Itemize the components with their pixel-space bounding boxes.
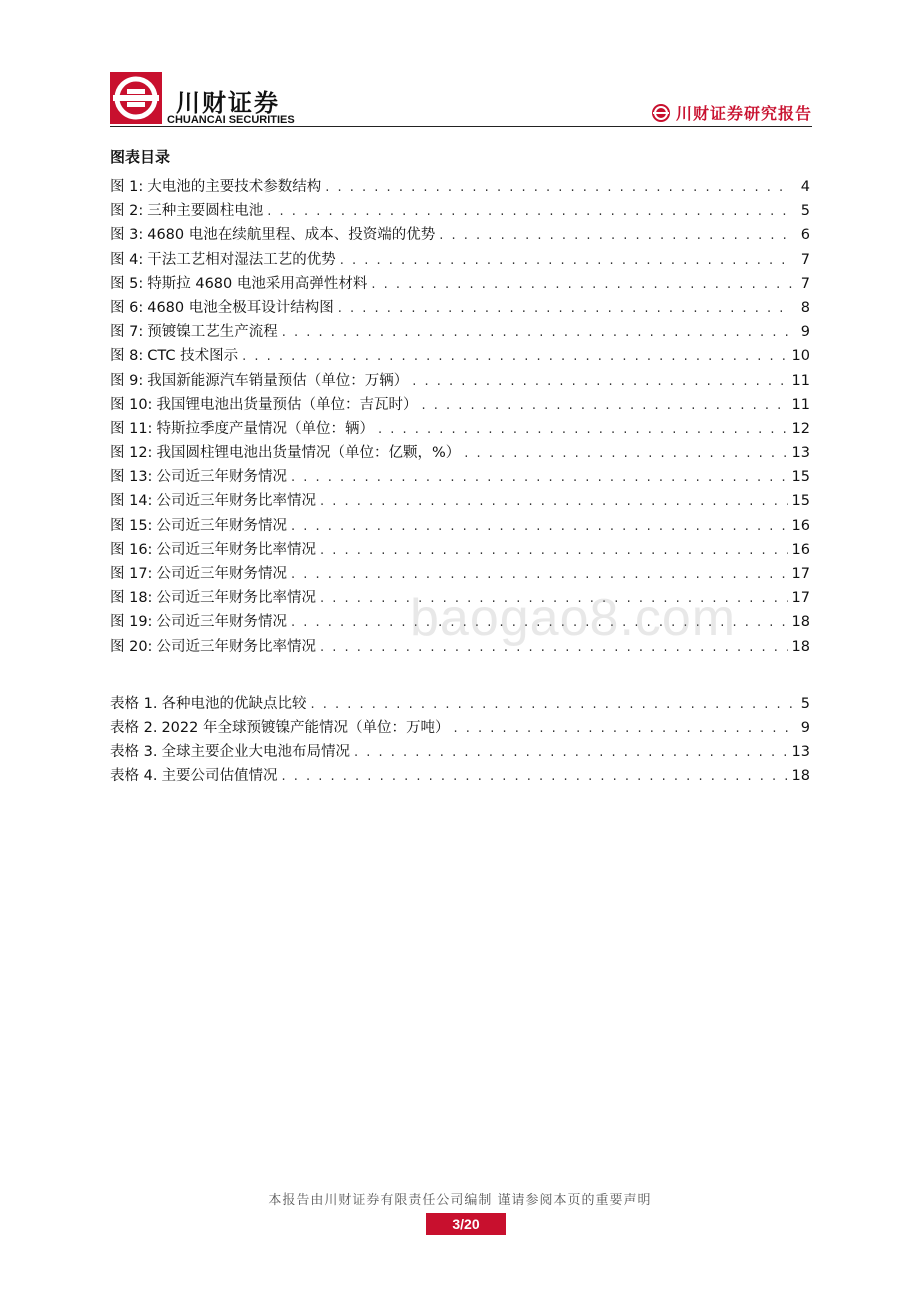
- dot-leader: [281, 769, 787, 784]
- entry-title: 干法工艺相对湿法工艺的优势: [147, 251, 336, 268]
- report-title-block: [651, 101, 812, 124]
- entry-title: 公司近三年财务情况: [156, 469, 287, 486]
- entry-label: 表格 4.: [110, 768, 158, 785]
- entry-page: 4: [800, 179, 810, 195]
- entry-title: 公司近三年财务比率情况: [156, 541, 316, 558]
- entry-label: 图 8:: [110, 348, 144, 365]
- entry-title: 特斯拉 4680 电池采用高弹性材料: [147, 275, 368, 292]
- entry-page: 12: [791, 420, 810, 437]
- entry-label: 图 7:: [110, 324, 144, 341]
- watermark: baogao8.com: [410, 589, 737, 647]
- footer-disclaimer: 本报告由川财证券有限责任公司编制 谨请参阅本页的重要声明: [268, 1193, 652, 1208]
- table-entry[interactable]: [110, 692, 810, 716]
- entry-label: 图 19:: [110, 614, 153, 631]
- entry-label: 图 5:: [110, 275, 144, 292]
- figure-entry[interactable]: [110, 489, 810, 513]
- entry-title: 4680 电池在续航里程、成本、投资端的优势: [147, 227, 436, 244]
- page-number: 3/20: [426, 1213, 506, 1235]
- entry-page: 16: [791, 517, 810, 534]
- dot-leader: [371, 277, 792, 292]
- dot-leader: [242, 349, 787, 364]
- entry-label: 图 1:: [110, 179, 144, 195]
- figure-entry[interactable]: [110, 272, 810, 296]
- entry-label: 图 6:: [110, 299, 144, 316]
- entry-page: 15: [791, 469, 810, 486]
- figure-list: [110, 175, 810, 659]
- entry-title: 公司近三年财务情况: [156, 614, 287, 631]
- brand-name-cn: 川财证券: [176, 89, 280, 117]
- dot-leader: [320, 543, 788, 558]
- dot-leader: [412, 374, 787, 389]
- brand-name-en: CHUANCAI SECURITIES: [167, 114, 295, 126]
- entry-title: 各种电池的优缺点比较: [161, 695, 307, 712]
- entry-label: 表格 3.: [110, 744, 158, 761]
- dot-leader: [325, 180, 792, 195]
- entry-title: 我国圆柱锂电池出货量情况（单位：亿颗，%）: [156, 445, 461, 462]
- entry-page: 18: [791, 638, 810, 655]
- entry-title: 预镀镍工艺生产流程: [147, 324, 278, 341]
- entry-title: 我国锂电池出货量预估（单位：吉瓦时）: [156, 396, 418, 413]
- entry-label: 图 20:: [110, 638, 153, 655]
- entry-page: 11: [791, 396, 810, 413]
- entry-page: 17: [791, 590, 810, 607]
- entry-label: 图 9:: [110, 372, 144, 389]
- entry-label: 图 13:: [110, 469, 153, 486]
- dot-leader: [464, 446, 787, 461]
- entry-label: 图 3:: [110, 227, 144, 244]
- figure-entry[interactable]: [110, 223, 810, 247]
- dot-leader: [453, 721, 792, 736]
- figure-entry[interactable]: [110, 320, 810, 344]
- entry-page: 15: [791, 493, 810, 510]
- dot-leader: [338, 301, 792, 316]
- entry-page: 5: [800, 203, 810, 220]
- small-logo-icon: [651, 103, 671, 123]
- entry-title: 4680 电池全极耳设计结构图: [147, 299, 334, 316]
- figure-entry[interactable]: [110, 562, 810, 586]
- entry-title: 公司近三年财务比率情况: [156, 493, 316, 510]
- entry-page: 16: [791, 541, 810, 558]
- entry-page: 7: [800, 275, 810, 292]
- dot-leader: [354, 745, 788, 760]
- dot-leader: [378, 422, 788, 437]
- entry-title: 公司近三年财务比率情况: [156, 638, 316, 655]
- entry-title: CTC 技术图示: [147, 348, 239, 365]
- entry-label: 图 17:: [110, 566, 153, 582]
- entry-title: 主要公司估值情况: [161, 768, 278, 785]
- entry-title: 大电池的主要技术参数结构: [147, 179, 322, 195]
- figure-entry[interactable]: [110, 369, 810, 393]
- entry-label: 图 10:: [110, 396, 153, 413]
- entry-title: 特斯拉季度产量情况（单位：辆）: [156, 420, 374, 437]
- page-header: [0, 0, 920, 130]
- figure-entry[interactable]: [110, 465, 810, 489]
- figure-entry[interactable]: [110, 441, 810, 465]
- dot-leader: [439, 228, 792, 243]
- entry-page: 18: [791, 768, 810, 785]
- entry-page: 5: [800, 695, 810, 712]
- dot-leader: [310, 697, 792, 712]
- chuancai-logo-icon: [110, 72, 162, 124]
- figure-entry[interactable]: [110, 514, 810, 538]
- entry-title: 公司近三年财务情况: [156, 517, 287, 534]
- toc-heading: 图表目录: [110, 148, 171, 166]
- entry-label: 表格 1.: [110, 695, 158, 712]
- table-list: [110, 692, 810, 789]
- entry-title: 我国新能源汽车销量预估（单位：万辆）: [147, 372, 409, 389]
- entry-label: 图 11:: [110, 420, 153, 437]
- entry-title: 三种主要圆柱电池: [147, 203, 264, 220]
- entry-page: 8: [800, 299, 810, 316]
- figure-entry[interactable]: [110, 296, 810, 320]
- entry-label: 图 14:: [110, 493, 153, 510]
- table-entry[interactable]: [110, 740, 810, 764]
- entry-label: 表格 2.: [110, 719, 158, 736]
- table-of-contents: [110, 175, 810, 789]
- figure-entry[interactable]: [110, 417, 810, 441]
- entry-page: 13: [791, 445, 810, 462]
- entry-page: 13: [791, 744, 810, 761]
- dot-leader: [282, 325, 792, 340]
- entry-page: 9: [800, 324, 810, 341]
- entry-label: 图 16:: [110, 541, 153, 558]
- report-title: 川财证券研究报告: [675, 104, 812, 123]
- figure-entry[interactable]: [110, 199, 810, 223]
- entry-label: 图 4:: [110, 251, 144, 268]
- entry-page: 10: [791, 348, 810, 365]
- dot-leader: [340, 253, 792, 268]
- dot-leader: [291, 470, 788, 485]
- entry-page: 11: [791, 372, 810, 389]
- entry-page: 9: [800, 719, 810, 736]
- entry-page: 6: [800, 227, 810, 244]
- entry-label: 图 2:: [110, 203, 144, 220]
- entry-label: 图 12:: [110, 445, 153, 462]
- entry-label: 图 15:: [110, 517, 153, 534]
- entry-title: 公司近三年财务比率情况: [156, 590, 316, 607]
- dot-leader: [320, 494, 788, 509]
- entry-page: 7: [800, 251, 810, 268]
- entry-page: 17: [791, 566, 810, 582]
- figure-entry[interactable]: [110, 344, 810, 368]
- table-entry[interactable]: [110, 716, 810, 740]
- entry-label: 图 18:: [110, 590, 153, 607]
- entry-title: 2022 年全球预镀镍产能情况（单位：万吨）: [161, 719, 450, 736]
- figure-entry[interactable]: [110, 248, 810, 272]
- dot-leader: [267, 204, 792, 219]
- figure-entry[interactable]: [110, 538, 810, 562]
- table-entry[interactable]: [110, 764, 810, 788]
- dot-leader: [291, 519, 788, 534]
- figure-entry[interactable]: [110, 175, 810, 199]
- entry-title: 公司近三年财务情况: [156, 566, 287, 582]
- entry-page: 18: [791, 614, 810, 631]
- entry-title: 全球主要企业大电池布局情况: [161, 744, 350, 761]
- figure-entry[interactable]: [110, 393, 810, 417]
- dot-leader: [421, 398, 787, 413]
- dot-leader: [291, 567, 788, 582]
- header-divider: [110, 126, 812, 127]
